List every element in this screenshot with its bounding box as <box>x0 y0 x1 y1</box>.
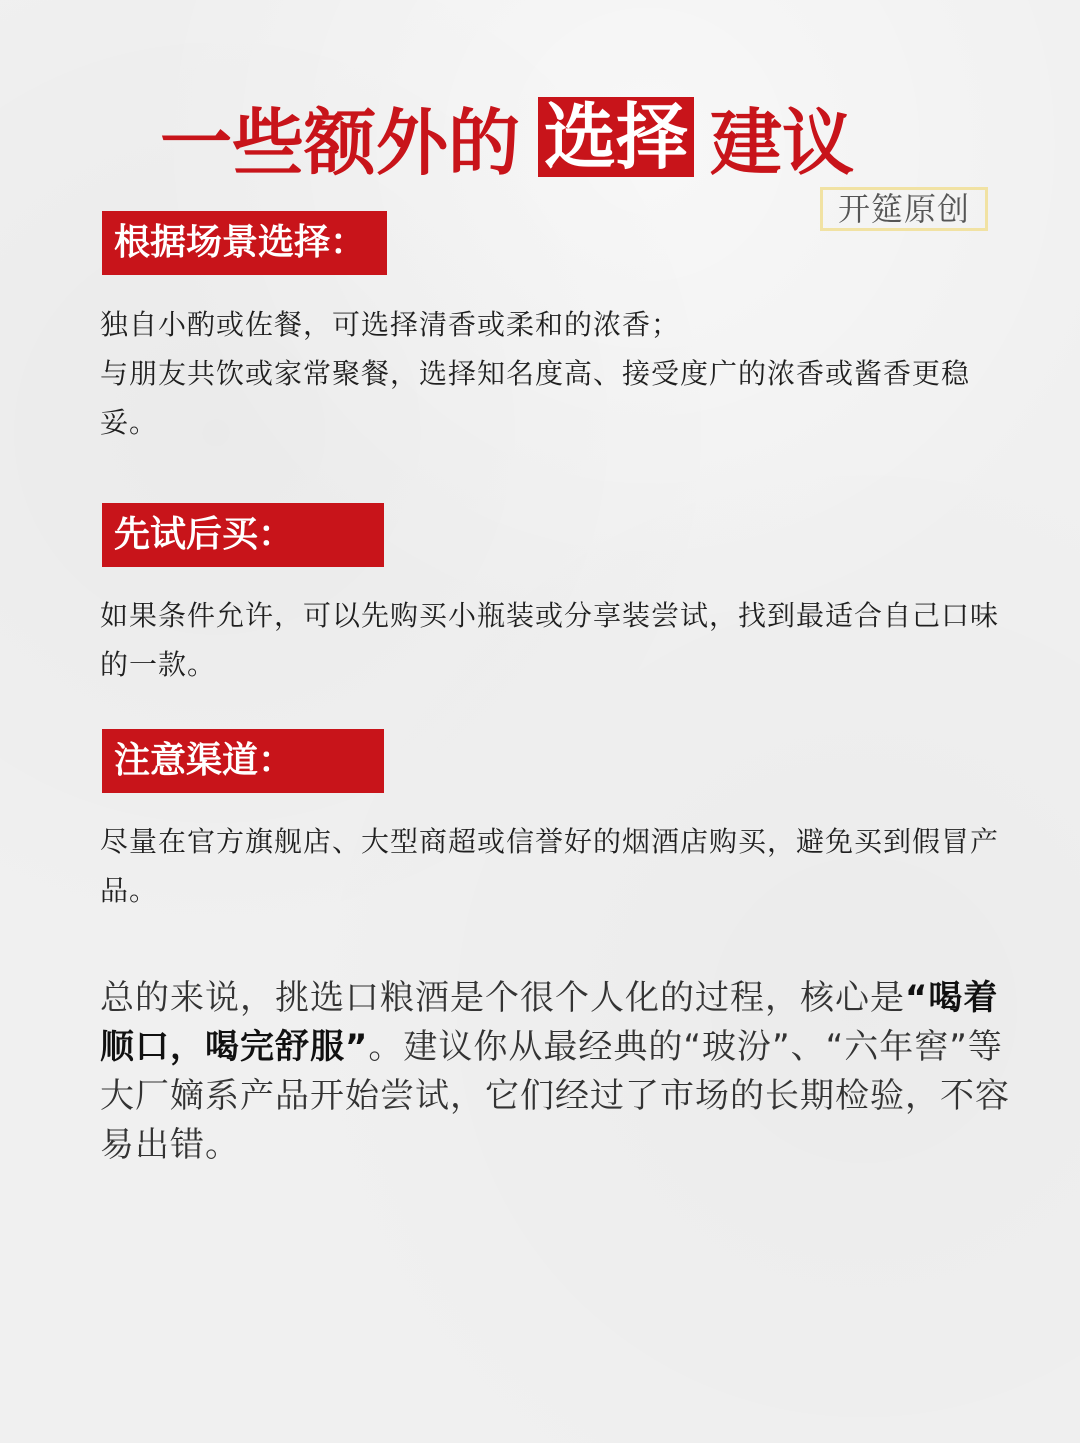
summary-part1: 总的来说，挑选口粮酒是个很个人化的过程，核心是 <box>100 978 905 1018</box>
title-highlight: 选择 <box>538 97 694 177</box>
section-line: 如果条件允许，可以先购买小瓶装或分享装尝试，找到最适合自己口味的一款。 <box>100 599 1000 681</box>
section-label-try: 先试后买： <box>102 503 384 567</box>
section-line: 独自小酌或佐餐，可选择清香或柔和的浓香； <box>100 308 681 341</box>
author-stamp: 开筵原创 <box>820 187 988 231</box>
summary-paragraph <box>100 974 1020 1170</box>
section-body-scene <box>100 300 1012 447</box>
page-title <box>160 92 855 185</box>
title-after: 建议 <box>710 101 855 185</box>
section-label-scene: 根据场景选择： <box>102 211 387 275</box>
section-body-channel <box>100 817 1012 915</box>
section-body-try <box>100 591 1012 689</box>
title-before: 一些额外的 <box>160 101 521 185</box>
section-label-channel: 注意渠道： <box>102 729 384 793</box>
section-line: 尽量在官方旗舰店、大型商超或信誉好的烟酒店购买，避免买到假冒产品。 <box>100 825 1000 907</box>
section-line: 与朋友共饮或家常聚餐，选择知名度高、接受度广的浓香或酱香更稳妥。 <box>100 357 971 439</box>
summary-part2: 。建议你从最经典的“玻汾”、“六年窖”等大厂嫡系产品开始尝试，它们经过了市场的长期检验，不容易出错。 <box>100 1027 1010 1165</box>
summary-emphasis: “喝着顺口，喝完舒服” <box>100 978 999 1067</box>
